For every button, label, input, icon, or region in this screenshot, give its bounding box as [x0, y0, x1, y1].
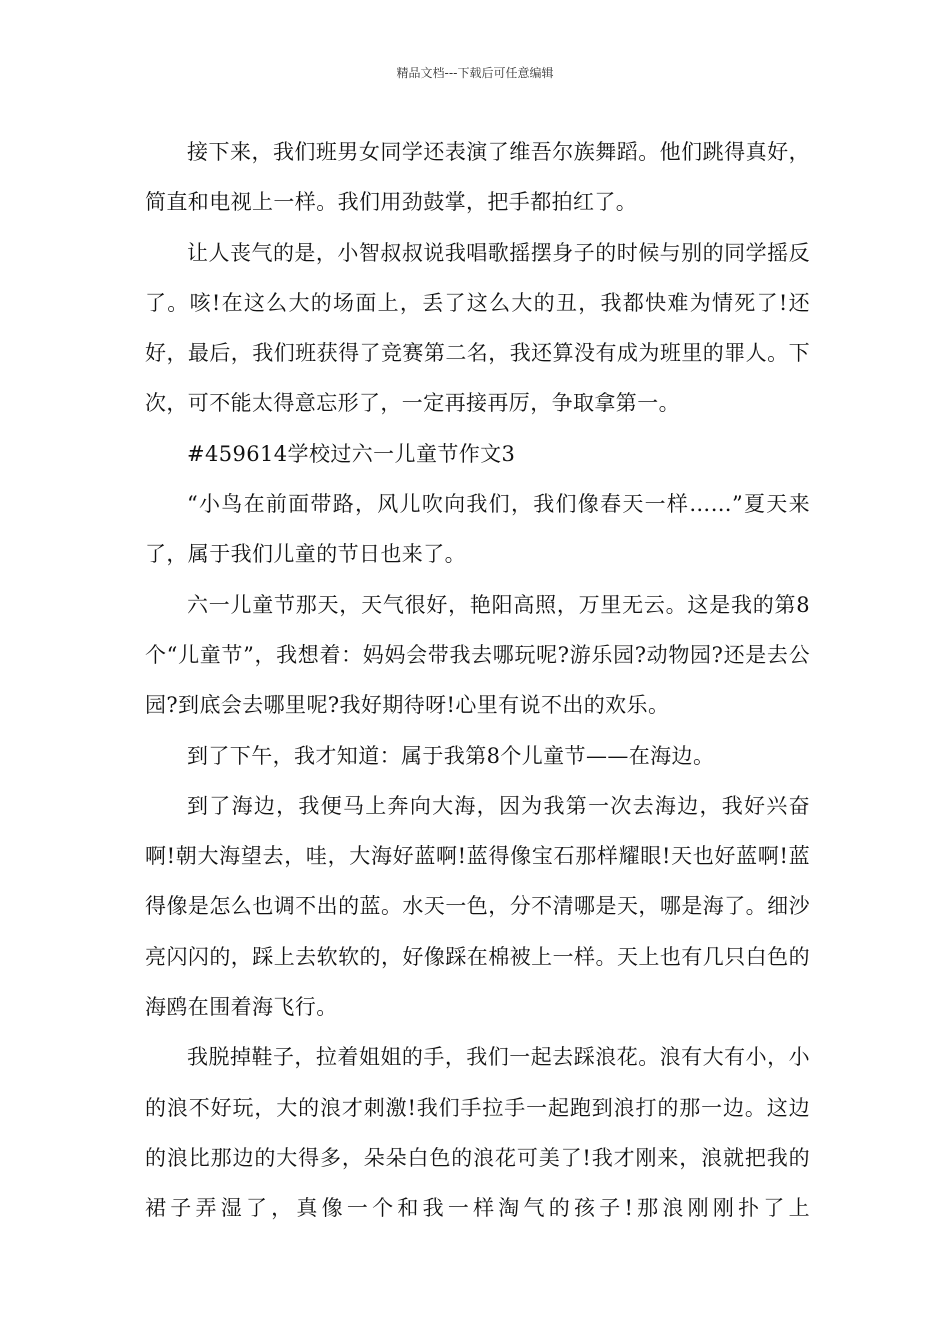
paragraph: 让人丧气的是，小智叔叔说我唱歌摇摆身子的时候与别的同学摇反了。咳!在这么大的场面上，丢了这么大的丑，我都快难为情死了!还好，最后，我们班获得了竞赛第二名，我还算没有成为班里的罪人。下次，可不能太得意忘形了，一定再接再厉，争取拿第一。	[145, 240, 810, 416]
paragraph: 我脱掉鞋子，拉着姐姐的手，我们一起去踩浪花。浪有大有小，小的浪不好玩，大的浪才刺激!我们手拉手一起跑到浪打的那一边。这边的浪比那边的大得多，朵朵白色的浪花可美了!我才刚来，浪就把我的裙子弄湿了，真像一个和我一样淘气的孩子!那浪刚刚扑了上	[145, 1045, 810, 1221]
page-header: 精品文档---下载后可任意编辑	[396, 66, 554, 80]
paragraph: 接下来，我们班男女同学还表演了维吾尔族舞蹈。他们跳得真好，简直和电视上一样。我们用劲鼓掌，把手都拍红了。	[145, 140, 810, 215]
section-heading: #459614学校过六一儿童节作文3	[187, 441, 516, 466]
paragraph: 到了下午，我才知道：属于我第8个儿童节——在海边。	[187, 743, 715, 768]
paragraph: 到了海边，我便马上奔向大海，因为我第一次去海边，我好兴奋啊!朝大海望去，哇，大海好蓝啊!蓝得像宝石那样耀眼!天也好蓝啊!蓝得像是怎么也调不出的蓝。水天一色，分不清哪是天，哪是海了。细沙亮闪闪的，踩上去软软的，好像踩在棉被上一样。天上也有几只白色的海鸥在围着海飞行。	[145, 793, 810, 1020]
paragraph: “小鸟在前面带路，风儿吹向我们，我们像春天一样……”夏天来了，属于我们儿童的节日也来了。	[145, 492, 810, 567]
paragraph: 六一儿童节那天，天气很好，艳阳高照，万里无云。这是我的第8个“儿童节”，我想着：妈妈会带我去哪玩呢?游乐园?动物园?还是去公园?到底会去哪里呢?我好期待呀!心里有说不出的欢乐。	[145, 592, 810, 718]
document-body	[145, 127, 810, 1234]
